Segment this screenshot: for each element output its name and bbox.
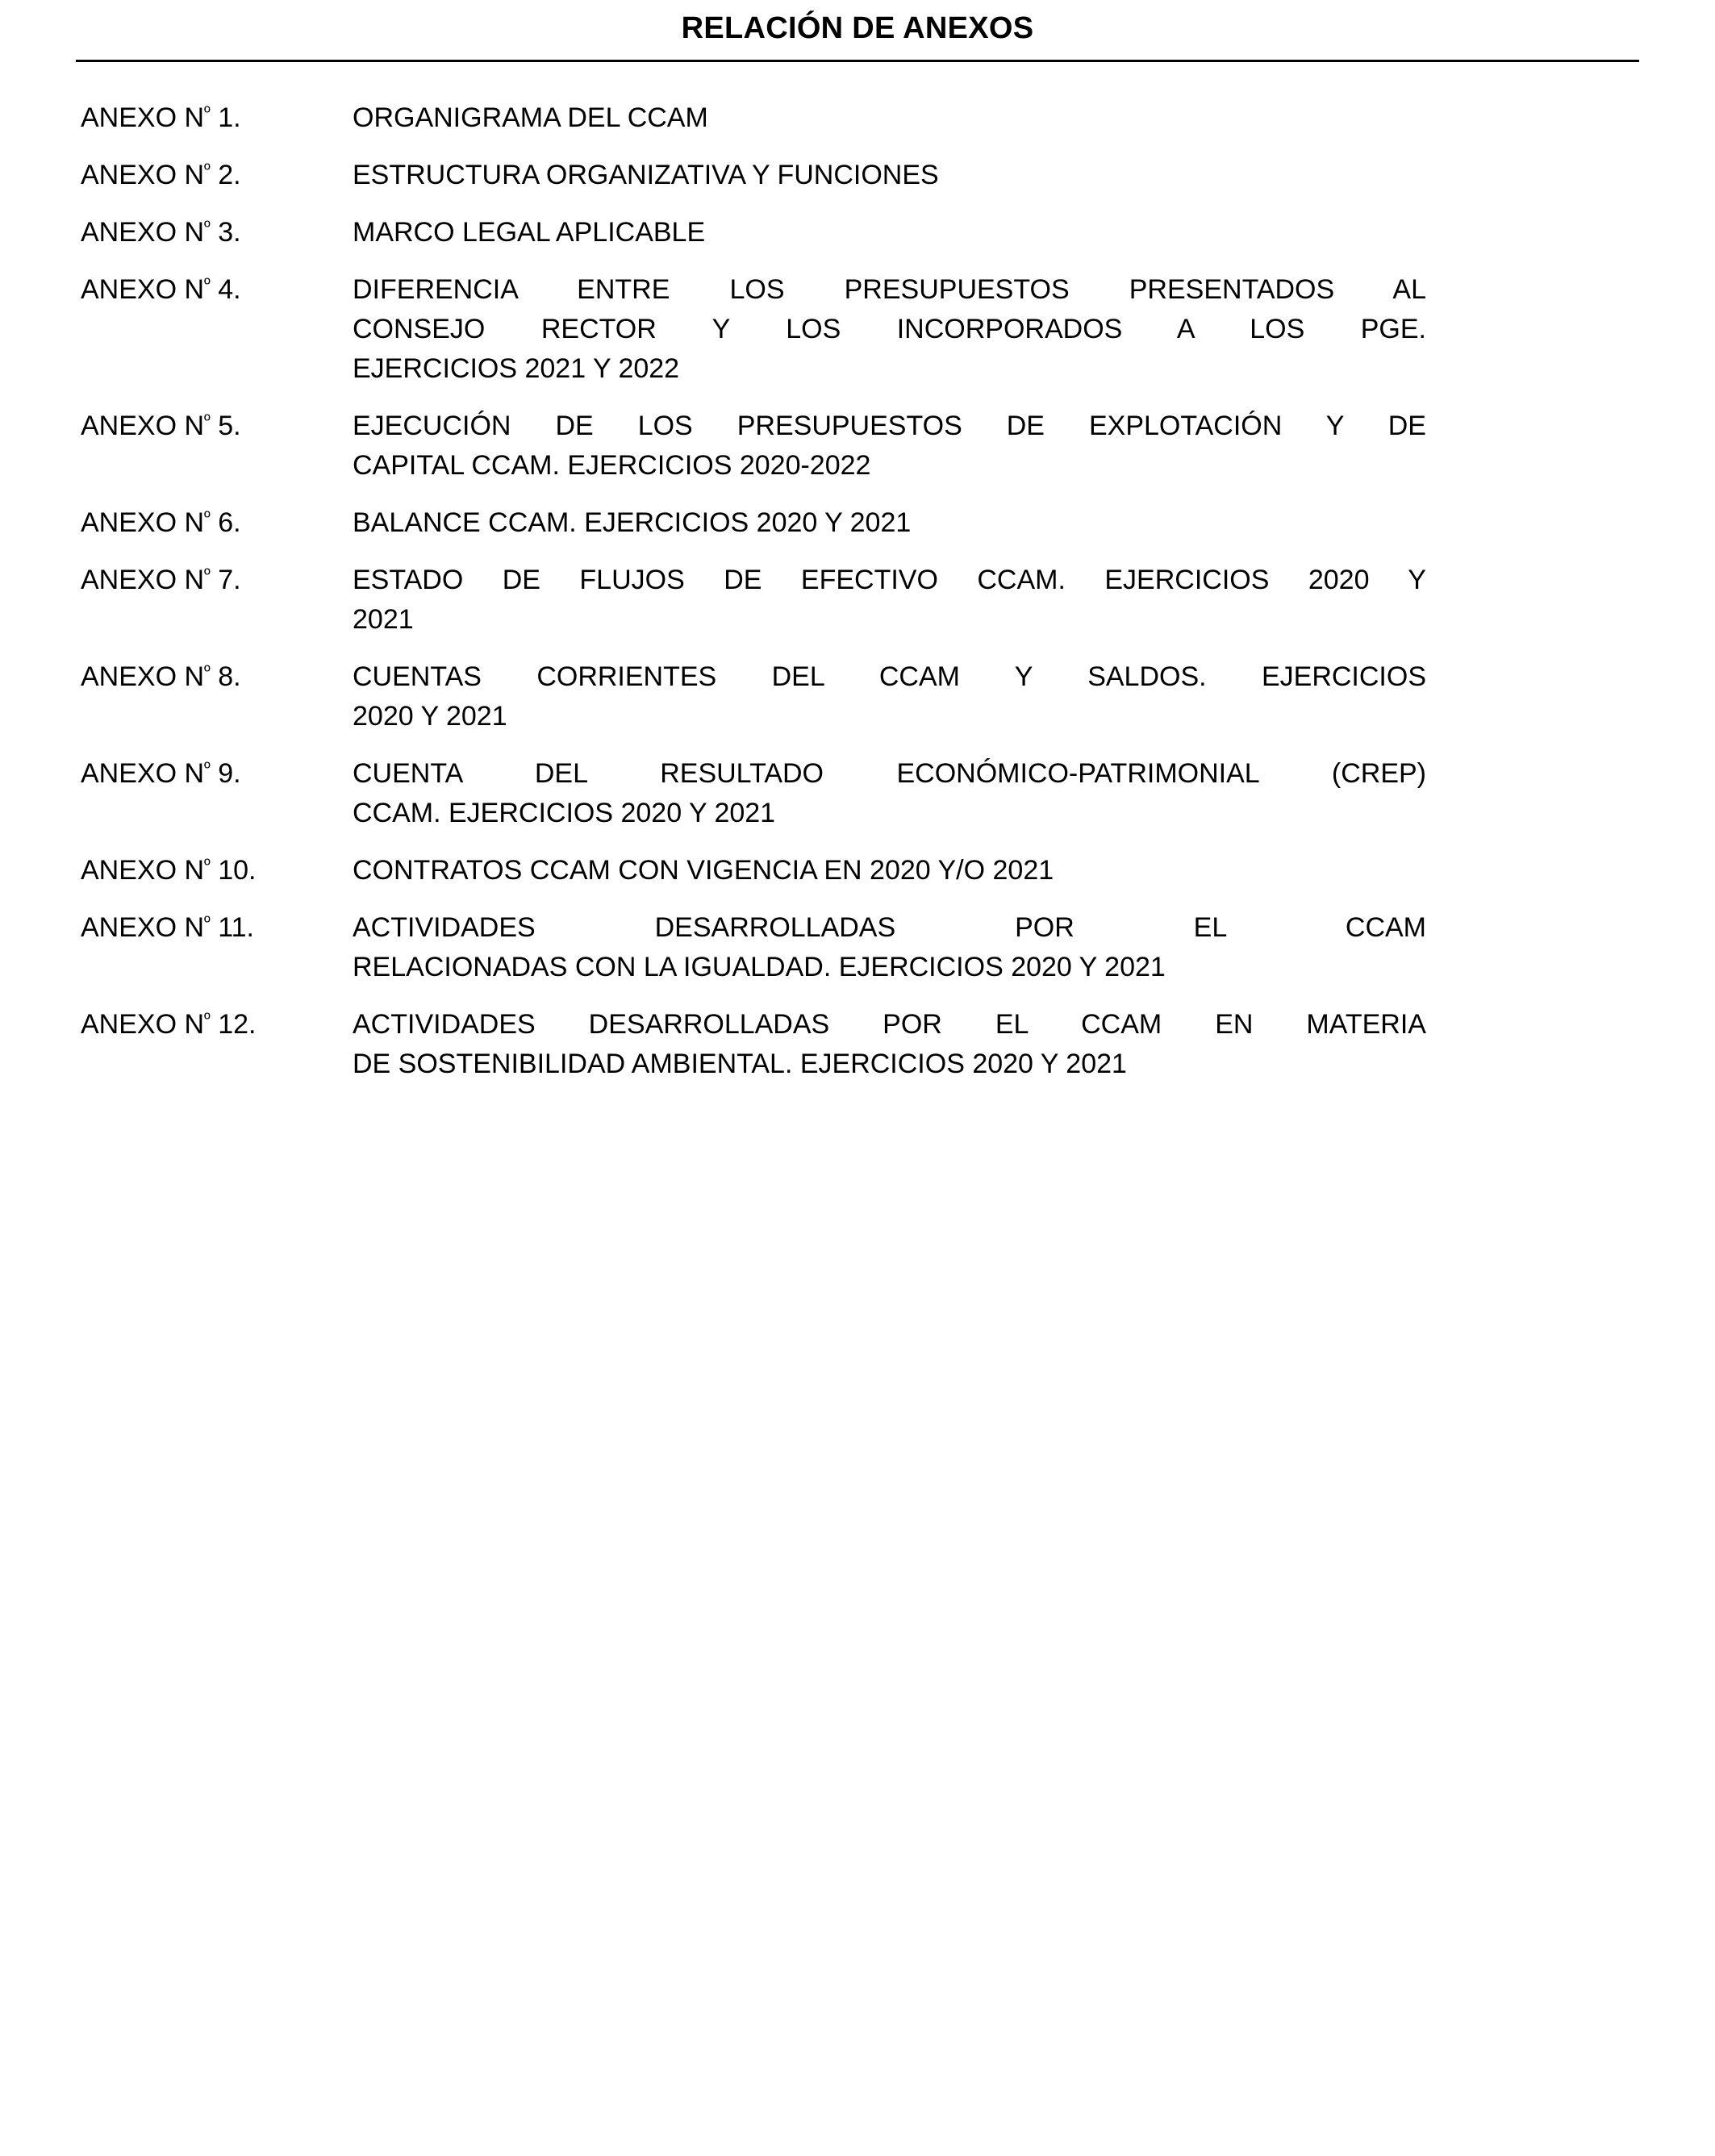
annex-description: [353, 754, 1426, 833]
annex-description-line: CONTRATOS CCAM CON VIGENCIA EN 2020 Y/O 2021: [353, 855, 1054, 886]
ordinal-indicator: º: [204, 662, 211, 682]
annex-description: [353, 270, 1426, 389]
annex-description-line: CUENTA DEL RESULTADO ECONÓMICO-PATRIMONIAL (CREP): [353, 758, 1426, 789]
annex-label: ANEXO $N^º$ 4.: [81, 274, 241, 305]
annex-description: [353, 908, 1426, 987]
annex-description: [353, 657, 1426, 736]
annex-label: ANEXO $N^º$ 5.: [81, 411, 241, 441]
annex-description: [353, 851, 1426, 890]
annex-label: ANEXO $N^º$ 12.: [81, 1009, 257, 1040]
annex-description-line: ACTIVIDADES DESARROLLADAS POR EL CCAM: [353, 912, 1426, 943]
ordinal-indicator: º: [204, 161, 211, 180]
annex-entry: [81, 407, 1426, 486]
annex-description-line: CONSEJO RECTOR Y LOS INCORPORADOS A LOS PGE.: [353, 314, 1426, 344]
annex-label: ANEXO $N^º$ 6.: [81, 507, 241, 538]
annex-description-line: ESTRUCTURA ORGANIZATIVA Y FUNCIONES: [353, 160, 939, 190]
annex-description-line: DE SOSTENIBILIDAD AMBIENTAL. EJERCICIOS 2020 Y 2021: [353, 1049, 1127, 1079]
ordinal-indicator: º: [204, 508, 211, 528]
annex-label: ANEXO $N^º$ 9.: [81, 758, 241, 789]
annex-description-line: EJERCICIOS 2021 Y 2022: [353, 353, 680, 384]
annex-entry: [81, 1005, 1426, 1084]
annex-description-line: BALANCE CCAM. EJERCICIOS 2020 Y 2021: [353, 507, 912, 538]
annex-entry: [81, 851, 1426, 890]
annex-label: ANEXO $N^º$ 1.: [81, 102, 241, 133]
annex-description-line: ORGANIGRAMA DEL CCAM: [353, 102, 708, 133]
annex-description: [353, 407, 1426, 486]
annex-entry: [81, 908, 1426, 987]
annex-description: [353, 213, 1426, 252]
page-title: RELACIÓN DE ANEXOS: [681, 11, 1034, 45]
annex-entry: [81, 156, 1426, 195]
annex-description-line: CAPITAL CCAM. EJERCICIOS 2020-2022: [353, 450, 871, 481]
annex-description: [353, 1005, 1426, 1084]
annex-description: [353, 156, 1426, 195]
annex-description: [353, 561, 1426, 640]
ordinal-indicator: º: [204, 218, 211, 237]
annex-description-line: CCAM. EJERCICIOS 2020 Y 2021: [353, 798, 776, 828]
annex-description: [353, 503, 1426, 543]
ordinal-indicator: º: [204, 565, 211, 585]
ordinal-indicator: º: [204, 103, 211, 123]
annex-label: ANEXO $N^º$ 3.: [81, 217, 241, 248]
annex-label: ANEXO $N^º$ 8.: [81, 661, 241, 692]
annex-entry: [81, 657, 1426, 736]
annex-description-line: DIFERENCIA ENTRE LOS PRESUPUESTOS PRESENTADOS AL: [353, 274, 1426, 305]
annex-description-line: ESTADO DE FLUJOS DE EFECTIVO CCAM. EJERCICIOS 2020 Y: [353, 565, 1426, 595]
annex-description-line: EJECUCIÓN DE LOS PRESUPUESTOS DE EXPLOTACIÓN Y DE: [353, 411, 1426, 441]
annex-list: [81, 98, 1426, 1084]
annex-label: ANEXO $N^º$ 7.: [81, 565, 241, 595]
annex-label: ANEXO $N^º$ 2.: [81, 160, 241, 190]
annex-description-line: MARCO LEGAL APLICABLE: [353, 217, 706, 248]
annex-description-line: RELACIONADAS CON LA IGUALDAD. EJERCICIOS 2020 Y 2021: [353, 952, 1166, 982]
annex-label: ANEXO $N^º$ 10.: [81, 855, 257, 886]
ordinal-indicator: º: [204, 759, 211, 778]
ordinal-indicator: º: [204, 275, 211, 294]
annex-entry: [81, 561, 1426, 640]
title-divider: [76, 60, 1639, 62]
annex-entry: [81, 503, 1426, 543]
annex-entry: [81, 754, 1426, 833]
ordinal-indicator: º: [204, 913, 211, 932]
annex-description: [353, 98, 1426, 138]
annex-entry: [81, 98, 1426, 138]
annex-description-line: ACTIVIDADES DESARROLLADAS POR EL CCAM EN MATERIA: [353, 1009, 1426, 1040]
ordinal-indicator: º: [204, 856, 211, 875]
ordinal-indicator: º: [204, 411, 211, 431]
annex-entry: [81, 270, 1426, 389]
annex-entry: [81, 213, 1426, 252]
ordinal-indicator: º: [204, 1010, 211, 1029]
annex-description-line: CUENTAS CORRIENTES DEL CCAM Y SALDOS. EJERCICIOS: [353, 661, 1426, 692]
annex-description-line: 2021: [353, 604, 414, 635]
annex-description-line: 2020 Y 2021: [353, 701, 507, 732]
annex-label: ANEXO $N^º$ 11.: [81, 912, 254, 943]
